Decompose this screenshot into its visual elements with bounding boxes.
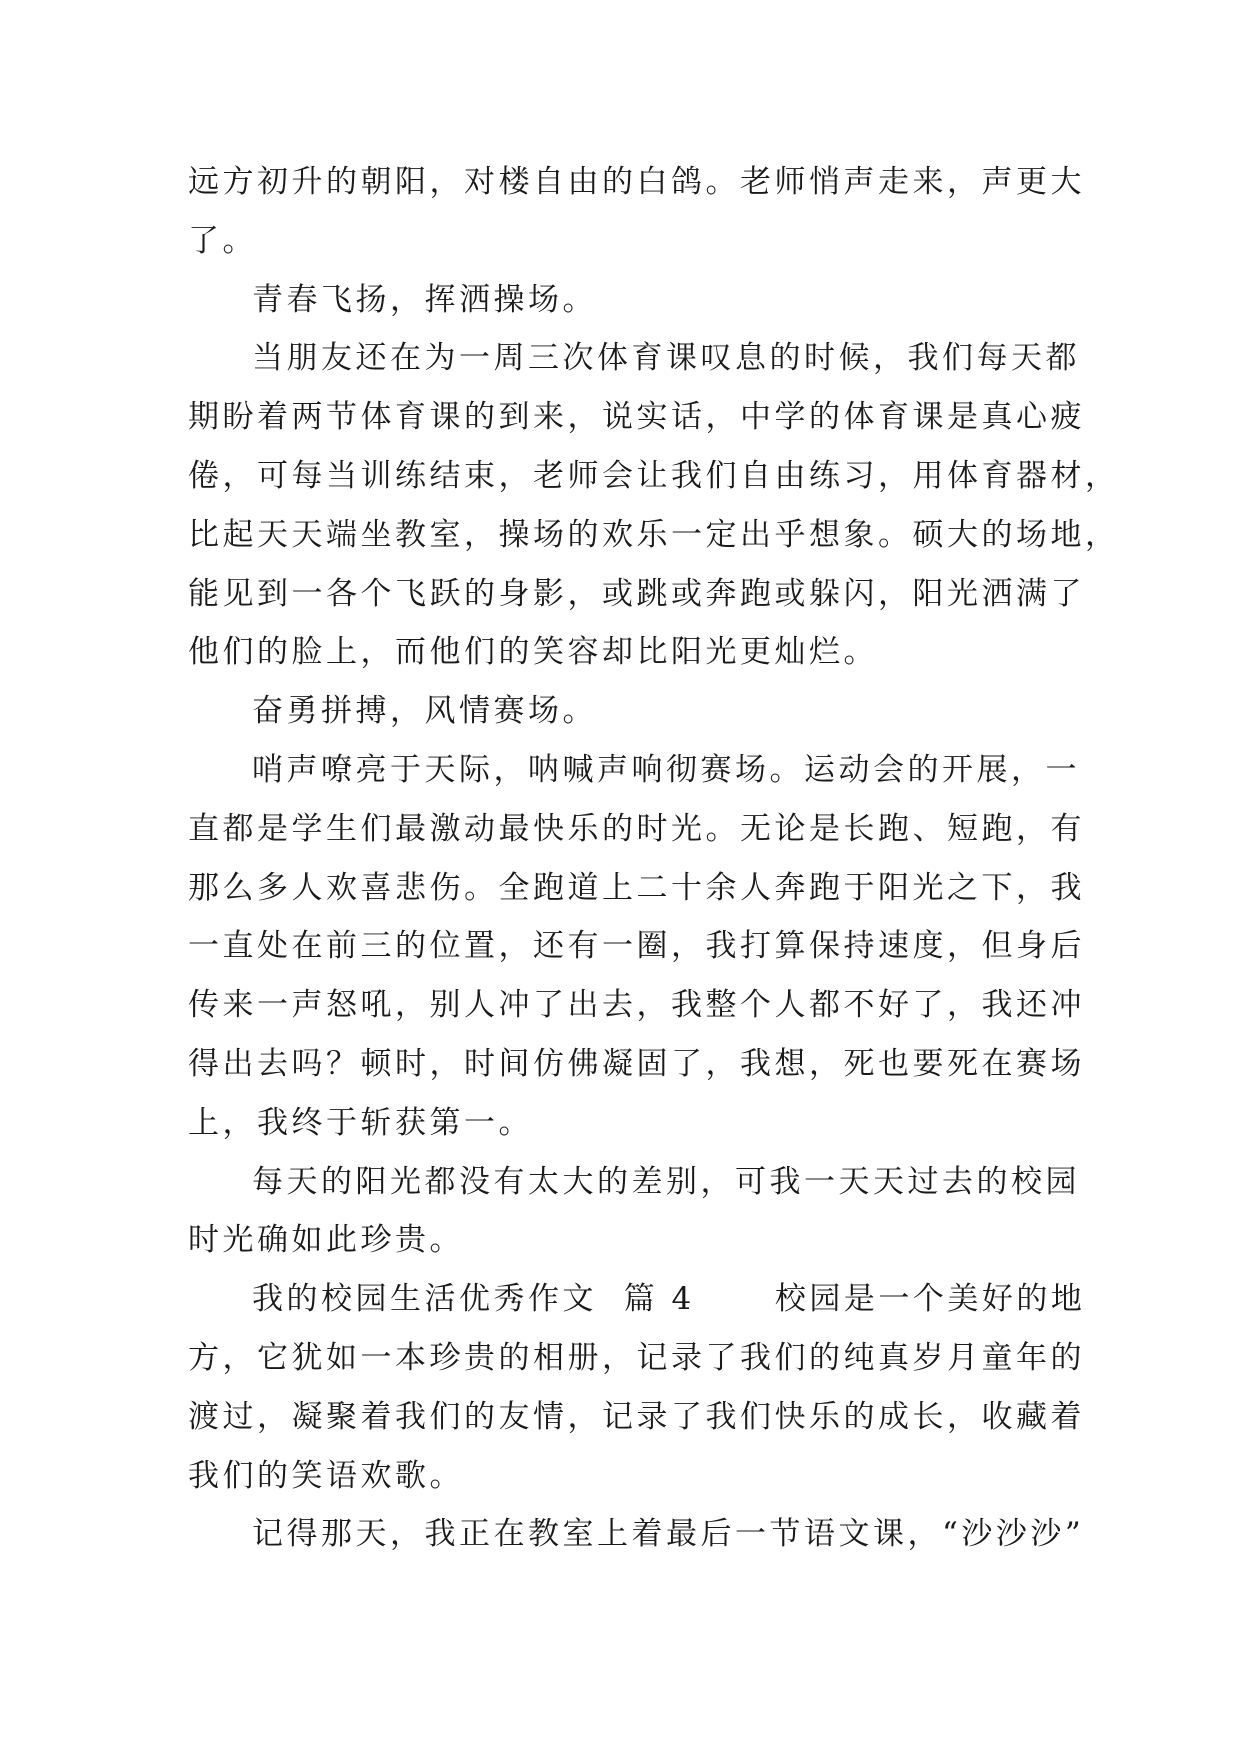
essay-body [188,153,1120,1564]
text-line: 当朋友还在为一周三次体育课叹息的时候，我们每天都 [252,340,1080,377]
text-line: 我们的笑语欢歌。 [188,1457,464,1494]
text-line: 倦，可每当训练结束，老师会让我们自由练习，用体育器材， [188,457,1120,494]
text-line: 他们的脸上，而他们的笑容却比阳光更灿烂。 [188,634,878,671]
text-line: 比起天天端坐教室，操场的欢乐一定出乎想象。硕大的场地， [188,516,1120,553]
text-line: 了。 [188,222,257,259]
text-line: 传来一声怒吼，别人冲了出去，我整个人都不好了，我还冲 [188,987,1085,1024]
text-line: 一直处在前三的位置，还有一圈，我打算保持速度，但身后 [188,928,1085,965]
text-line: 哨声嘹亮于天际，呐喊声响彻赛场。运动会的开展，一 [252,751,1080,788]
text-line: 每天的阳光都没有太大的差别，可我一天天过去的校园 [252,1163,1080,1200]
article-title-line: 我的校园生活优秀作文 篇 4 校园是一个美好的地 [252,1281,1086,1318]
text-line: 方，它犹如一本珍贵的相册，记录了我们的纯真岁月童年的 [188,1339,1085,1376]
text-line: 时光确如此珍贵。 [188,1222,464,1259]
text-line: 渡过，凝聚着我们的友情，记录了我们快乐的成长，收藏着 [188,1398,1085,1435]
section-heading: 奋勇拼搏，风情赛场。 [252,693,597,730]
section-heading: 青春飞扬，挥洒操场。 [252,281,597,318]
text-line: 那么多人欢喜悲伤。全跑道上二十余人奔跑于阳光之下，我 [188,869,1085,906]
text-line: 直都是学生们最激动最快乐的时光。无论是长跑、短跑，有 [188,810,1085,847]
text-line: 能见到一各个飞跃的身影，或跳或奔跑或躲闪，阳光洒满了 [188,575,1085,612]
text-line: 得出去吗？顿时，时间仿佛凝固了，我想，死也要死在赛场 [188,1045,1085,1082]
text-line: 远方初升的朝阳，对楼自由的白鸽。老师悄声走来，声更大 [188,164,1085,200]
text-line: 上，我终于斩获第一。 [188,1104,533,1141]
text-line: 期盼着两节体育课的到来，说实话，中学的体育课是真心疲 [188,399,1085,436]
text-line: 记得那天，我正在教室上着最后一节语文课，“沙沙沙” [252,1516,1085,1553]
